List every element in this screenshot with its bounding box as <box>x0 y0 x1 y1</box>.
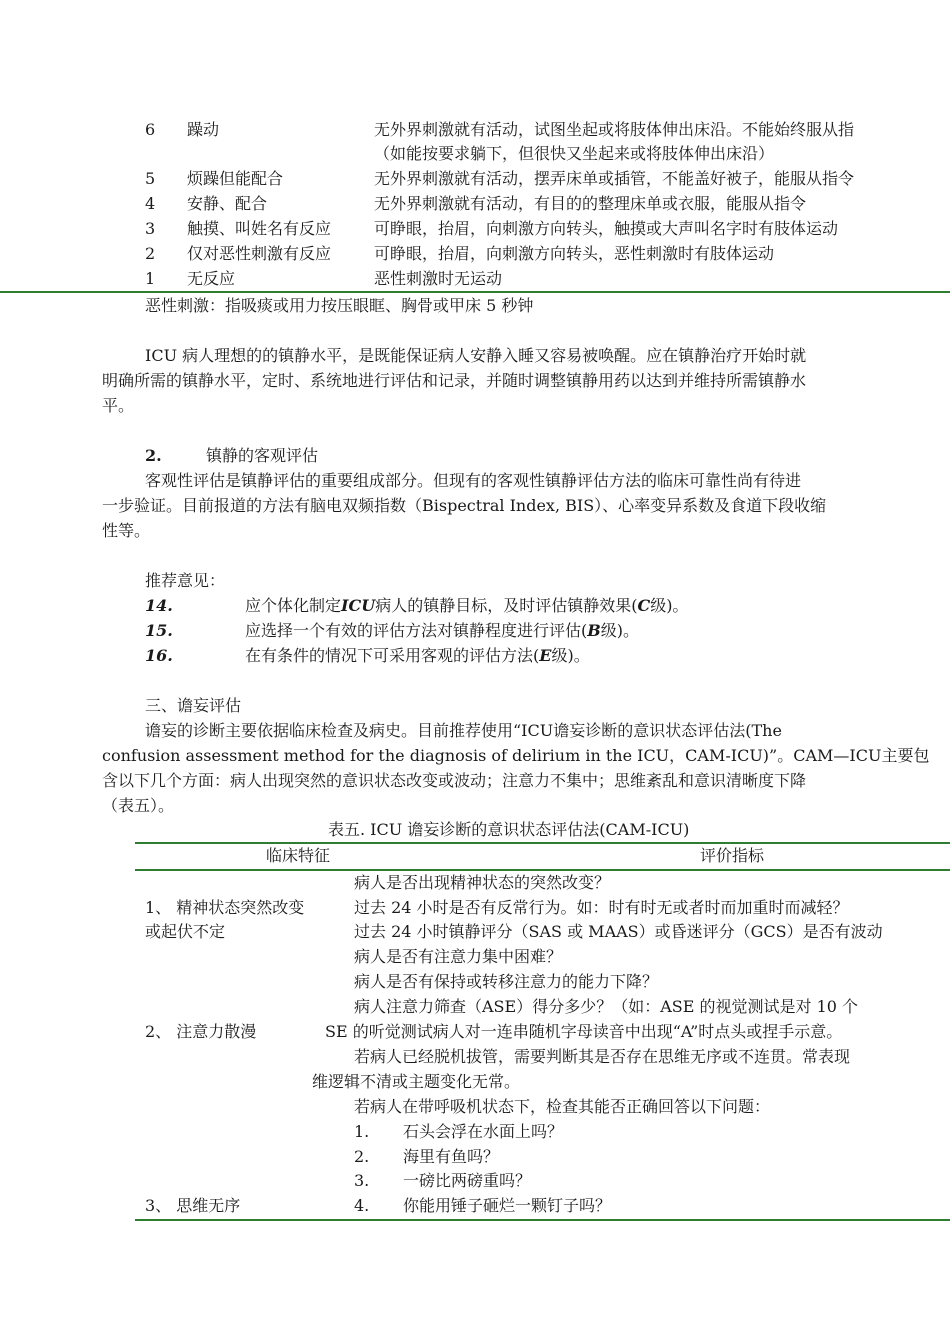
score: 6 <box>145 120 156 139</box>
paragraph-line: 明确所需的镇静水平，定时、系统地进行评估和记录，并随时调整镇静用药以达到并维持所需镇静水 <box>102 371 807 390</box>
score: 2 <box>145 244 156 263</box>
recommendation-number: 14. <box>145 596 173 615</box>
question-number: 3. <box>354 1171 370 1190</box>
term: 触摸、叫姓名有反应 <box>187 219 332 238</box>
paragraph-line: 性等。 <box>102 521 151 540</box>
term: 无反应 <box>187 269 236 288</box>
criteria-line: 维逻辑不清或主题变化无常。 <box>312 1072 521 1091</box>
paragraph-line: ICU 病人理想的的镇静水平，是既能保证病人安静入睡又容易被唤醒。应在镇静治疗开始时就 <box>145 346 807 365</box>
paragraph-line: 一步验证。目前报道的方法有脑电双频指数（Bispectral Index, BIS）、心率变异系数及食道下段收缩 <box>102 496 827 515</box>
term: 烦躁但能配合 <box>187 169 284 188</box>
criteria-line: 过去 24 小时镇静评分（SAS 或 MAAS）或昏迷评分（GCS）是否有波动 <box>354 922 883 941</box>
criteria-line: 病人是否有保持或转移注意力的能力下降？ <box>354 972 659 991</box>
criteria-line: 过去 24 小时是否有反常行为。如：时有时无或者时而加重时而减轻？ <box>354 898 849 917</box>
score: 5 <box>145 169 156 188</box>
score: 3 <box>145 219 156 238</box>
criteria-line: 病人是否有注意力集中困难？ <box>354 947 563 966</box>
table-bottom-rule <box>135 1219 950 1221</box>
description: 无外界刺激就有活动，有目的的整理床单或衣服，能服从指令 <box>374 194 807 213</box>
paragraph-line: 平。 <box>102 396 135 415</box>
recommendation-number: 15. <box>145 621 173 640</box>
table-caption: 表五. ICU 谵妄诊断的意识状态评估法(CAM-ICU) <box>328 820 690 839</box>
table-header: 评价指标 <box>700 846 765 865</box>
paragraph-line: 含以下几个方面：病人出现突然的意识状态改变或波动；注意力不集中；思维紊乱和意识清晰度下降 <box>102 771 807 790</box>
description: 无外界刺激就有活动，试图坐起或将肢体伸出床沿。不能始终服从指 <box>374 120 855 139</box>
table-header-rule <box>135 869 950 871</box>
question-text: 石头会浮在水面上吗？ <box>403 1122 564 1141</box>
term: 躁动 <box>187 120 220 139</box>
description: 恶性刺激时无运动 <box>374 269 503 288</box>
question-text: 你能用锤子砸烂一颗钉子吗？ <box>403 1196 612 1215</box>
score: 4 <box>145 194 156 213</box>
noxious-note: 恶性刺激：指吸痰或用力按压眼眶、胸骨或甲床 5 秒钟 <box>145 296 534 315</box>
description: 可睁眼，抬眉，向刺激方向转头，恶性刺激时有肢体运动 <box>374 244 775 263</box>
recommendation-text: 应个体化制定ICU病人的镇静目标，及时评估镇静效果(C级)。 <box>245 596 689 615</box>
question-number: 2. <box>354 1147 370 1166</box>
table-bottom-rule <box>0 291 950 293</box>
paragraph-line: confusion assessment method for the diagnosis of delirium in the ICU，CAM-ICU)”。CAM—ICU主要包 <box>102 746 930 765</box>
table-top-rule <box>135 842 950 844</box>
section-title: 三、谵妄评估 <box>145 696 242 715</box>
criteria-line: 若病人在带呼吸机状态下，检查其能否正确回答以下问题： <box>354 1097 771 1116</box>
feature-label: 3、 思维无序 <box>145 1196 241 1215</box>
feature-label: 或起伏不定 <box>145 922 226 941</box>
feature-label: 2、 注意力散漫 <box>145 1022 257 1041</box>
question-number: 4. <box>354 1196 370 1215</box>
recommendation-text: 在有条件的情况下可采用客观的评估方法(E级)。 <box>245 646 590 665</box>
term: 安静、配合 <box>187 194 268 213</box>
section-number: 2. <box>145 446 162 465</box>
criteria-line: 病人注意力筛查（ASE）得分多少？（如：ASE 的视觉测试是对 10 个 <box>354 997 859 1016</box>
criteria-line: 病人是否出现精神状态的突然改变？ <box>354 873 611 892</box>
question-text: 一磅比两磅重吗？ <box>403 1171 532 1190</box>
paragraph-line: （表五）。 <box>102 796 175 815</box>
criteria-line: 若病人已经脱机拔管，需要判断其是否存在思维无序或不连贯。常表现 <box>354 1047 851 1066</box>
description: 可睁眼，抬眉，向刺激方向转头，触摸或大声叫名字时有肢体运动 <box>374 219 839 238</box>
question-text: 海里有鱼吗？ <box>403 1147 500 1166</box>
paragraph-line: 谵妄的诊断主要依据临床检查及病史。目前推荐使用“ICU谵妄诊断的意识状态评估法(The <box>145 721 782 740</box>
description: 无外界刺激就有活动，摆弄床单或插管，不能盖好被子，能服从指令 <box>374 169 855 188</box>
recommendation-number: 16. <box>145 646 173 665</box>
table-header: 临床特征 <box>266 846 331 865</box>
recommendation-text: 应选择一个有效的评估方法对镇静程度进行评估(B级)。 <box>245 621 640 640</box>
paragraph-line: 客观性评估是镇静评估的重要组成部分。但现有的客观性镇静评估方法的临床可靠性尚有待进 <box>145 471 802 490</box>
description-cont: （如能按要求躺下，但很快又坐起来或将肢体伸出床沿） <box>374 144 775 163</box>
question-number: 1. <box>354 1122 370 1141</box>
feature-label: 1、 精神状态突然改变 <box>145 898 305 917</box>
criteria-line: SE 的听觉测试病人对一连串随机字母读音中出现“A”时点头或捏手示意。 <box>325 1022 843 1041</box>
score: 1 <box>145 269 156 288</box>
recommend-label: 推荐意见： <box>145 571 226 590</box>
term: 仅对恶性刺激有反应 <box>187 244 332 263</box>
section-title: 镇静的客观评估 <box>206 446 319 465</box>
